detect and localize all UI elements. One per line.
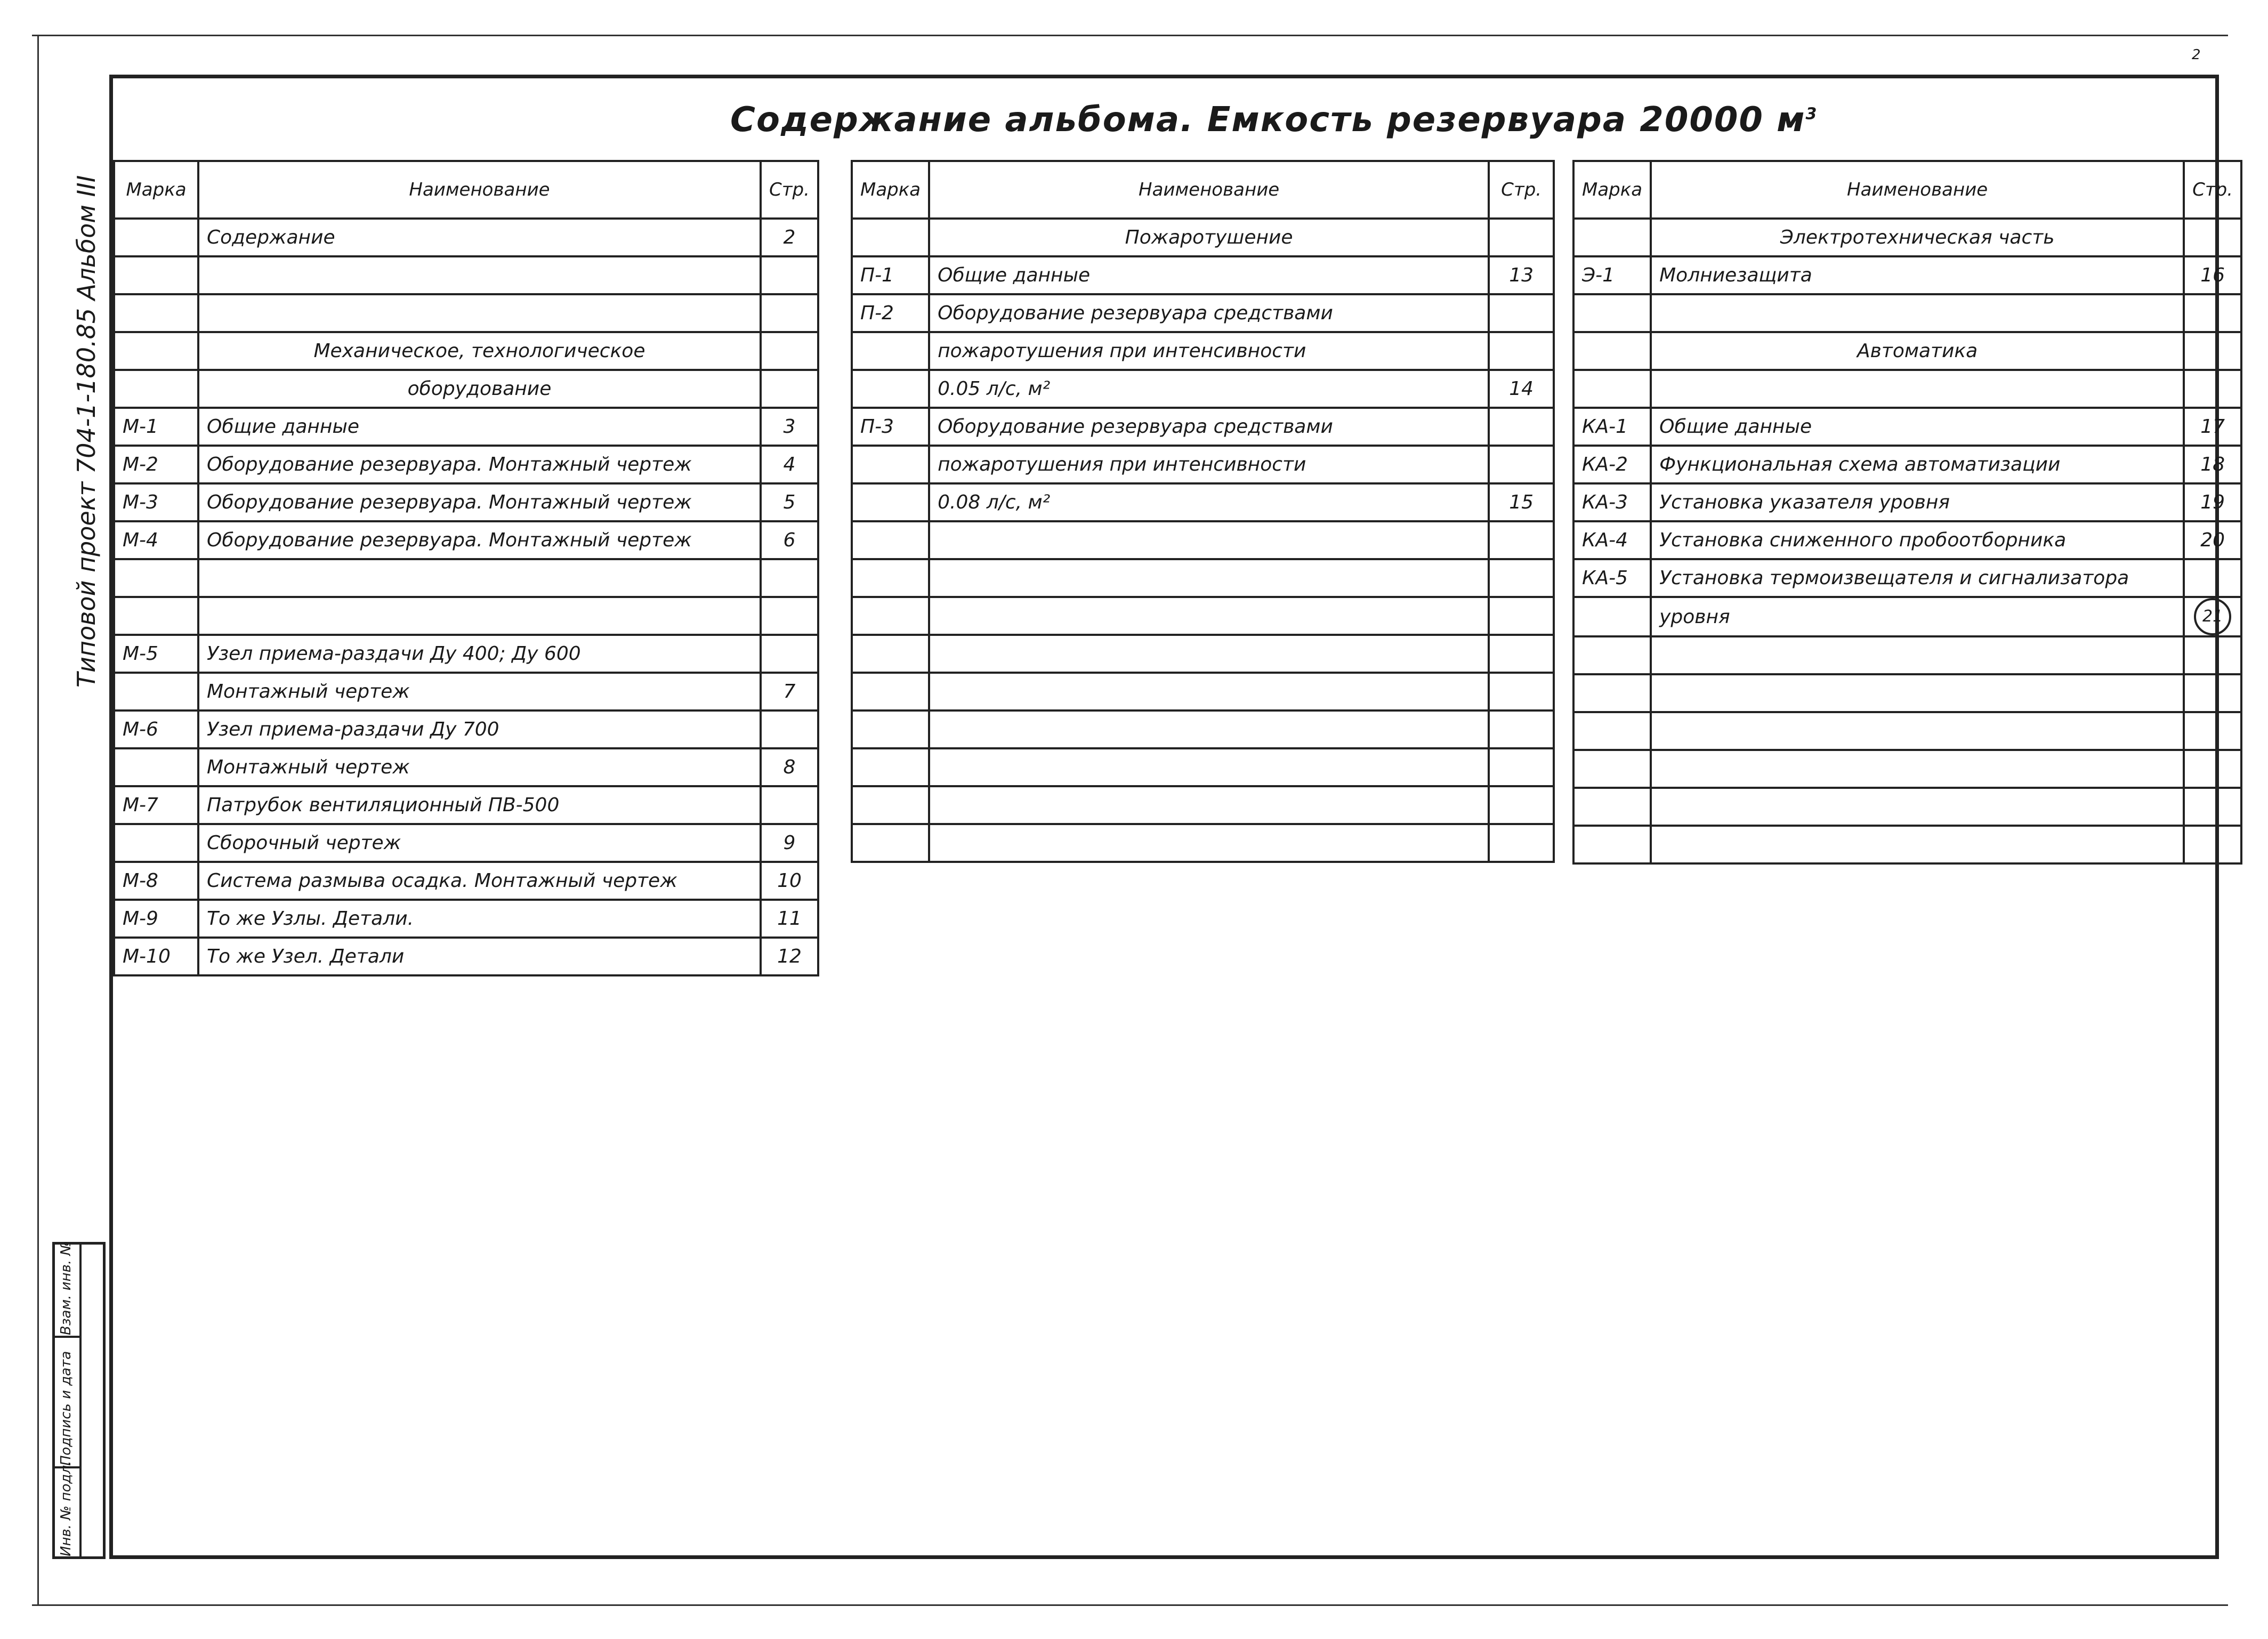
row-page	[2184, 712, 2241, 750]
row-name: Узел приема-раздачи Ду 400; Ду 600	[198, 635, 761, 673]
row-page	[2184, 370, 2241, 408]
row-mark	[852, 219, 929, 256]
table-row	[1573, 636, 2241, 674]
row-mark	[852, 483, 929, 521]
row-mark	[852, 710, 929, 748]
row-name: Система размыва осадка. Монтажный чертеж	[198, 862, 761, 900]
sheet-number: 2	[2192, 47, 2201, 63]
table-row	[1573, 559, 2241, 597]
row-page	[1489, 332, 1554, 370]
row-name: Содержание	[198, 219, 761, 256]
row-mark: П-2	[852, 294, 929, 332]
row-name: Общие данные	[198, 408, 761, 446]
outer-left-border	[37, 35, 39, 1604]
table-row	[114, 710, 818, 748]
row-page	[2184, 597, 2241, 636]
table-row	[1573, 256, 2241, 294]
row-page	[1489, 673, 1554, 710]
table-row	[1573, 826, 2241, 863]
row-name: Электротехническая часть	[1651, 219, 2184, 256]
page-title-superscript: 3	[1805, 104, 1818, 124]
row-name	[1651, 674, 2184, 712]
row-page: 3	[761, 408, 818, 446]
outer-bottom-border	[32, 1604, 2228, 1606]
row-mark: М-5	[114, 635, 198, 673]
contents-table-fire	[851, 160, 1555, 863]
table-row	[1573, 446, 2241, 483]
table-row	[114, 862, 818, 900]
row-name: Монтажный чертеж	[198, 673, 761, 710]
row-name: Функциональная схема автоматизации	[1651, 446, 2184, 483]
row-page	[2184, 636, 2241, 674]
row-name	[198, 559, 761, 597]
row-page	[761, 559, 818, 597]
table-row	[114, 938, 818, 975]
row-name: 0.05 л/с, м²	[929, 370, 1489, 408]
table-row	[1573, 294, 2241, 332]
header-name: Наименование	[929, 161, 1489, 219]
table-row	[114, 294, 818, 332]
header-page: Стр.	[2184, 161, 2241, 219]
row-page: 5	[761, 483, 818, 521]
row-name: Сборочный чертеж	[198, 824, 761, 862]
table-row	[1573, 712, 2241, 750]
row-name: Автоматика	[1651, 332, 2184, 370]
row-mark	[1573, 636, 1651, 674]
header-page: Стр.	[1489, 161, 1554, 219]
row-name	[929, 559, 1489, 597]
table-row	[852, 370, 1554, 408]
row-mark	[114, 748, 198, 786]
table-row	[852, 521, 1554, 559]
page-title-text: Содержание альбома. Емкость резервуара 20000 м	[730, 100, 1806, 140]
stamp-label-podpis: Подпись и дата	[58, 1351, 74, 1466]
row-mark	[852, 597, 929, 635]
header-page: Стр.	[761, 161, 818, 219]
table-row	[1573, 597, 2241, 636]
contents-table-electrical	[1572, 160, 2242, 865]
table-row	[114, 748, 818, 786]
row-name: Оборудование резервуара. Монтажный чертеж	[198, 446, 761, 483]
row-page	[1489, 635, 1554, 673]
row-page: 7	[761, 673, 818, 710]
table-row	[852, 673, 1554, 710]
table-row	[114, 521, 818, 559]
row-page	[1489, 219, 1554, 256]
row-page	[2184, 219, 2241, 256]
table-row	[1573, 219, 2241, 256]
table-header-row	[852, 161, 1554, 219]
row-page	[2184, 826, 2241, 863]
row-mark	[852, 748, 929, 786]
row-mark	[114, 294, 198, 332]
row-page	[1489, 597, 1554, 635]
row-mark: КА-3	[1573, 483, 1651, 521]
table-row	[114, 824, 818, 862]
row-name: Оборудование резервуара. Монтажный чертеж	[198, 483, 761, 521]
table-header-row	[114, 161, 818, 219]
row-mark	[1573, 597, 1651, 636]
row-name: Механическое, технологическое	[198, 332, 761, 370]
table-row	[852, 256, 1554, 294]
row-name: Установка сниженного пробоотборника	[1651, 521, 2184, 559]
row-mark: КА-1	[1573, 408, 1651, 446]
row-name	[1651, 750, 2184, 788]
table-row	[852, 483, 1554, 521]
row-page: 13	[1489, 256, 1554, 294]
row-mark	[114, 256, 198, 294]
row-mark: М-4	[114, 521, 198, 559]
row-name: уровня	[1651, 597, 2184, 636]
row-mark	[852, 521, 929, 559]
row-page: 12	[761, 938, 818, 975]
row-name	[1651, 636, 2184, 674]
table-row	[1573, 483, 2241, 521]
table-row	[114, 219, 818, 256]
table-row	[852, 824, 1554, 862]
row-mark: М-8	[114, 862, 198, 900]
table-row	[852, 294, 1554, 332]
table-row	[114, 786, 818, 824]
row-mark: М-10	[114, 938, 198, 975]
row-name	[929, 786, 1489, 824]
table-row	[114, 370, 818, 408]
row-mark	[852, 824, 929, 862]
row-mark: КА-2	[1573, 446, 1651, 483]
table-row	[114, 408, 818, 446]
table-row	[852, 786, 1554, 824]
table-row	[852, 597, 1554, 635]
row-page: 10	[761, 862, 818, 900]
row-mark: Э-1	[1573, 256, 1651, 294]
row-page	[761, 786, 818, 824]
row-page: 14	[1489, 370, 1554, 408]
table-row	[114, 332, 818, 370]
row-name: пожаротушения при интенсивности	[929, 332, 1489, 370]
row-page	[761, 256, 818, 294]
row-mark: П-1	[852, 256, 929, 294]
row-page: 8	[761, 748, 818, 786]
row-mark	[1573, 788, 1651, 826]
table-row	[852, 332, 1554, 370]
table-row	[114, 446, 818, 483]
row-page	[2184, 559, 2241, 597]
row-mark: М-6	[114, 710, 198, 748]
row-page	[2184, 332, 2241, 370]
table-header-row	[1573, 161, 2241, 219]
row-mark: М-1	[114, 408, 198, 446]
table-row	[114, 900, 818, 938]
row-name	[198, 597, 761, 635]
row-page: 4	[761, 446, 818, 483]
row-mark	[1573, 370, 1651, 408]
row-page: 2	[761, 219, 818, 256]
row-page	[1489, 710, 1554, 748]
row-page	[1489, 521, 1554, 559]
table-row	[1573, 521, 2241, 559]
row-name	[929, 521, 1489, 559]
row-name: Пожаротушение	[929, 219, 1489, 256]
row-mark	[1573, 332, 1651, 370]
row-mark: М-3	[114, 483, 198, 521]
row-name	[1651, 788, 2184, 826]
row-mark	[852, 332, 929, 370]
approval-stamp	[52, 1242, 106, 1559]
row-page	[1489, 786, 1554, 824]
row-mark: М-2	[114, 446, 198, 483]
contents-table-mechanical	[113, 160, 819, 976]
table-row	[114, 597, 818, 635]
row-name	[929, 748, 1489, 786]
row-name: Установка указателя уровня	[1651, 483, 2184, 521]
circled-page-number: 21	[2194, 598, 2231, 635]
header-mark: Марка	[114, 161, 198, 219]
row-mark	[114, 824, 198, 862]
side-caption: Типовой проект 704-1-180.85 Альбом III	[72, 175, 101, 688]
row-mark	[1573, 674, 1651, 712]
row-name	[929, 673, 1489, 710]
outer-top-border	[32, 35, 2228, 36]
table-row	[114, 256, 818, 294]
row-mark: КА-4	[1573, 521, 1651, 559]
row-name	[1651, 712, 2184, 750]
header-mark: Марка	[852, 161, 929, 219]
table-row	[1573, 750, 2241, 788]
row-page: 19	[2184, 483, 2241, 521]
row-page: 15	[1489, 483, 1554, 521]
row-name: Оборудование резервуара средствами	[929, 294, 1489, 332]
header-mark: Марка	[1573, 161, 1651, 219]
row-mark: П-3	[852, 408, 929, 446]
row-mark	[114, 219, 198, 256]
row-mark	[852, 559, 929, 597]
header-name: Наименование	[1651, 161, 2184, 219]
row-page: 16	[2184, 256, 2241, 294]
row-name	[1651, 826, 2184, 863]
row-name	[1651, 294, 2184, 332]
row-mark	[852, 446, 929, 483]
table-row	[852, 748, 1554, 786]
row-mark: М-9	[114, 900, 198, 938]
row-page	[1489, 824, 1554, 862]
row-mark	[1573, 750, 1651, 788]
table-row	[1573, 788, 2241, 826]
row-page	[2184, 750, 2241, 788]
row-name	[929, 635, 1489, 673]
table-row	[1573, 674, 2241, 712]
row-page: 17	[2184, 408, 2241, 446]
row-page	[1489, 408, 1554, 446]
row-page: 9	[761, 824, 818, 862]
row-name: Оборудование резервуара средствами	[929, 408, 1489, 446]
row-mark: КА-5	[1573, 559, 1651, 597]
row-name	[1651, 370, 2184, 408]
row-mark	[114, 559, 198, 597]
row-name	[929, 824, 1489, 862]
row-name: Монтажный чертеж	[198, 748, 761, 786]
table-row	[852, 446, 1554, 483]
row-mark	[1573, 294, 1651, 332]
row-mark	[852, 370, 929, 408]
row-page	[2184, 294, 2241, 332]
row-mark	[114, 597, 198, 635]
row-name: То же Узел. Детали	[198, 938, 761, 975]
row-name: Оборудование резервуара. Монтажный чертеж	[198, 521, 761, 559]
row-name	[929, 597, 1489, 635]
row-page	[1489, 446, 1554, 483]
stamp-divider	[79, 1245, 82, 1556]
row-name: оборудование	[198, 370, 761, 408]
row-name: Молниезащита	[1651, 256, 2184, 294]
table-row	[852, 219, 1554, 256]
row-page	[1489, 294, 1554, 332]
row-page: 18	[2184, 446, 2241, 483]
table-row	[1573, 370, 2241, 408]
row-page	[1489, 748, 1554, 786]
table-row	[114, 559, 818, 597]
row-mark	[1573, 219, 1651, 256]
table-row	[852, 710, 1554, 748]
row-mark	[852, 673, 929, 710]
row-name: Патрубок вентиляционный ПВ-500	[198, 786, 761, 824]
row-name: 0.08 л/с, м²	[929, 483, 1489, 521]
table-row	[852, 559, 1554, 597]
row-page: 6	[761, 521, 818, 559]
table-row	[1573, 408, 2241, 446]
table-row	[852, 635, 1554, 673]
row-mark	[114, 673, 198, 710]
row-page	[761, 370, 818, 408]
row-page	[2184, 674, 2241, 712]
row-mark	[114, 370, 198, 408]
row-page: 20	[2184, 521, 2241, 559]
row-name: Общие данные	[929, 256, 1489, 294]
row-name: Установка термоизвещателя и сигнализатора	[1651, 559, 2184, 597]
row-mark	[114, 332, 198, 370]
header-name: Наименование	[198, 161, 761, 219]
row-page	[2184, 788, 2241, 826]
table-row	[114, 483, 818, 521]
row-page	[761, 710, 818, 748]
table-body	[852, 219, 1554, 862]
row-mark	[1573, 712, 1651, 750]
row-name	[198, 256, 761, 294]
table-body	[1573, 219, 2241, 863]
row-page: 11	[761, 900, 818, 938]
row-mark: М-7	[114, 786, 198, 824]
row-name: Общие данные	[1651, 408, 2184, 446]
stamp-label-inv: Инв. № подл.	[58, 1460, 74, 1556]
row-page	[1489, 559, 1554, 597]
row-mark	[1573, 826, 1651, 863]
table-body	[114, 219, 818, 975]
table-row	[852, 408, 1554, 446]
row-mark	[852, 635, 929, 673]
stamp-label-vzam: Взам. инв. №	[58, 1241, 74, 1335]
row-mark	[852, 786, 929, 824]
row-page	[761, 332, 818, 370]
row-name	[929, 710, 1489, 748]
table-row	[114, 635, 818, 673]
row-name: пожаротушения при интенсивности	[929, 446, 1489, 483]
table-row	[114, 673, 818, 710]
row-page	[761, 635, 818, 673]
row-name: Узел приема-раздачи Ду 700	[198, 710, 761, 748]
table-row	[1573, 332, 2241, 370]
row-page	[761, 294, 818, 332]
row-name: То же Узлы. Детали.	[198, 900, 761, 938]
row-name	[198, 294, 761, 332]
page-title	[730, 100, 1818, 140]
row-page	[761, 597, 818, 635]
